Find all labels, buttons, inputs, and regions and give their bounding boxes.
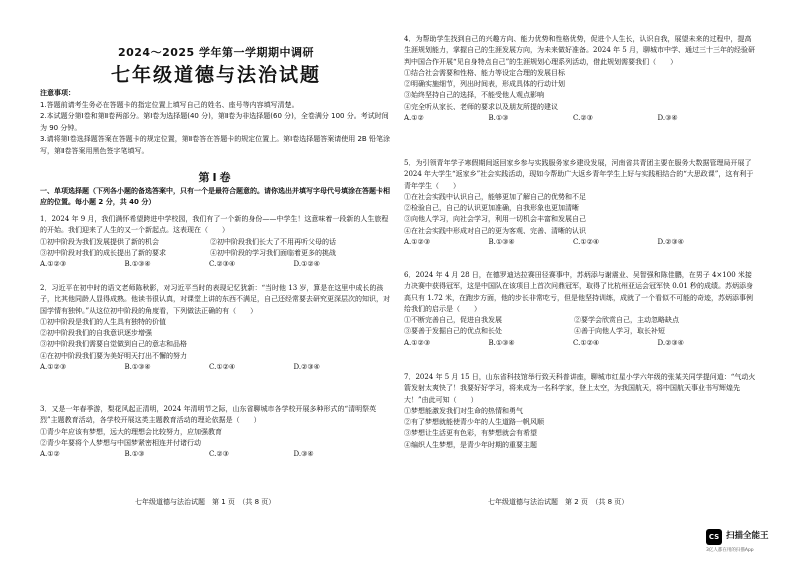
option-c[interactable]: C.①②④ bbox=[573, 338, 600, 347]
option-b[interactable]: B.①③ bbox=[488, 114, 509, 123]
watermark-name: 扫描全能王 bbox=[726, 531, 769, 541]
question-item: ③向他人学习，向社会学习，利用一切机会丰富和发展自己 bbox=[404, 215, 586, 224]
answer-options bbox=[404, 113, 756, 124]
note-item: 3.请将第Ⅰ卷选择题答案在答题卡的规定位置，第Ⅱ卷答在答题卡的规定位置上。第Ⅰ卷选择题答案请使用 2B 铅笔涂写，第Ⅱ卷答案用黑色签字笔填写。 bbox=[40, 135, 390, 155]
answer-options bbox=[40, 259, 392, 270]
answer-options bbox=[404, 237, 756, 248]
question-7 bbox=[404, 372, 756, 451]
question-item: ③始终坚持自己的选择，不能受他人观点影响 bbox=[404, 91, 544, 100]
question-item: ①初中阶段为我们发展提供了新的机会 bbox=[40, 237, 159, 246]
note-item: 1.答题前请考生务必在答题卡的指定位置上填写自己的姓名、座号等内容填写清楚。 bbox=[40, 100, 299, 109]
option-b[interactable]: B.①③④ bbox=[124, 363, 151, 372]
question-3 bbox=[40, 404, 392, 460]
option-a[interactable]: A.①②③ bbox=[404, 338, 431, 347]
question-item: ④善于向他人学习，取长补短 bbox=[574, 327, 665, 336]
answer-options bbox=[40, 362, 392, 373]
option-b[interactable]: B.①③ bbox=[124, 450, 145, 459]
option-c[interactable]: C.②③ bbox=[209, 450, 229, 459]
question-stem: 3．又是一年春季游，梨花风起正清明，2024 年清明节之际，山东省聊城市各学校开展多种形式的“清明祭英烈”主题教育活动，各学校开展这类主题教育活动的理论依据是（ ） bbox=[40, 405, 377, 425]
question-item: ②检验自己，自己的认识更加准确，自我形象也更加清晰 bbox=[404, 204, 579, 213]
option-c[interactable]: C.②③ bbox=[573, 114, 593, 123]
scanner-watermark bbox=[706, 527, 786, 555]
question-stem: 7．2024 年 5 月 15 日，山东省科技馆举行致天科普讲座，聊城市红星小学六年级的张某关同学提问道：“气动火箭发射太爽快了！我要好好学习，将来成为一名科学家，登上太空，为我国航天，将中国航天事业书写辉煌先大！”由此可知（ ） bbox=[404, 373, 756, 404]
page-footer-right: 七年级道德与法治试题 第 2 页 （共 8 页） bbox=[488, 498, 629, 506]
option-a[interactable]: A.①②③ bbox=[40, 363, 67, 372]
option-b[interactable]: B.①③④ bbox=[488, 338, 515, 347]
notes-block bbox=[40, 88, 392, 158]
camscanner-logo-icon: CS bbox=[706, 529, 722, 545]
option-c[interactable]: C.①②④ bbox=[573, 238, 600, 247]
question-item: ②初中阶段我们的自我意识逐步增强 bbox=[40, 329, 152, 338]
question-stem: 2．习近平在初中时的语文老师陈秋影，对习近平当时的表现记忆犹新：“当时他 13 岁，算是在这里中成长的孩子，比其他同龄人显得成熟。他读书很认真，对课堂上讲的东西不满足，自己还经常要去研究更深层次的知识，对国学情有独钟。”从这位初中阶段的角度看，下列做法正确的有（ ） bbox=[40, 284, 390, 315]
question-item: ①不断完善自己，促进自我发展 bbox=[404, 316, 502, 325]
question-item: ③初中阶段我们需要自觉做到自己的意志和品格 bbox=[40, 340, 187, 349]
answer-options bbox=[40, 449, 392, 460]
option-d[interactable]: D.③④ bbox=[657, 114, 678, 123]
question-item: ②初中阶段我们长大了不用再听父母的话 bbox=[210, 237, 336, 246]
option-b[interactable]: B.①③④ bbox=[488, 238, 515, 247]
watermark-sub: 3亿人都在用的扫描App bbox=[706, 548, 754, 553]
question-2 bbox=[40, 283, 392, 373]
section-heading: 一、单项选择题（下列各小题的备选答案中，只有一个是最符合题意的。请你选出并填写字母代号填涂在答题卡相应的位置。每小题 2 分，共 40 分） bbox=[40, 187, 390, 207]
question-item: ②青少年要将个人梦想与中国梦紧密相连并付诸行动 bbox=[40, 438, 201, 447]
option-d[interactable]: D.①②④ bbox=[293, 260, 320, 269]
option-b[interactable]: B.①③④ bbox=[124, 260, 151, 269]
subject-title: 七年级道德与法治试题 bbox=[110, 64, 321, 86]
question-stem: 6．2024 年 4 月 28 日，在德罗迪达拉赛田径赛事中，苏炳添与谢震业、吴智强和陈佳鹏，在男子 4×100 米接力决赛中获得冠军，这是中国队在该项目上首次问鼎冠军，取得了比杭州亚运会冠军快 0.01 秒的成绩。苏炳添身高只有 1.72 米，在跑步方面，他的步长非常吃亏，但是他坚持训练，成就了一个看似不可能的奇迹，苏炳添事例给我们的启示是（ ） bbox=[404, 271, 754, 313]
exam-title: 2024～2025 学年第一学期期中调研 bbox=[117, 46, 315, 59]
question-stem: 1．2024 年 9 月，我们满怀希望跨进中学校园，我们有了一个新的身份——中学生！这意味着一段新的人生旅程的开始。我们迎来了人生的又一个新起点。这表现在（ ） bbox=[40, 215, 389, 235]
question-stem: 5．为引领青年学子寒假期间返回家乡参与实践服务家乡建设发展，河南省共青团主要在服务大数据管理局开展了 2024 年大学生“返家乡”社会实践活动，现如今帮助广大返乡青年学生上好与实践相结合的“大思政课”，这有利于青年学生（ ） bbox=[404, 159, 754, 190]
option-a[interactable]: A.①②③ bbox=[40, 260, 67, 269]
question-item: ④初中阶段的学习我们面临着更多的挑战 bbox=[210, 248, 336, 257]
question-item: ②明确实施细节，列出时间表，形成具体的行动计划 bbox=[404, 80, 565, 89]
option-c[interactable]: C.②③④ bbox=[209, 260, 236, 269]
page-footer-left: 七年级道德与法治试题 第 1 页 （共 8 页） bbox=[135, 498, 276, 506]
question-6 bbox=[404, 270, 756, 349]
notes-heading: 注意事项： bbox=[40, 89, 75, 97]
question-item: ④编织人生梦想，是青少年时期的重要主题 bbox=[404, 440, 537, 449]
part-one-title: 第Ⅰ卷 bbox=[198, 171, 234, 184]
option-a[interactable]: A.①② bbox=[404, 114, 424, 123]
option-d[interactable]: D.②③④ bbox=[657, 238, 684, 247]
question-item: ①初中阶段是我们的人生具有独特的价值 bbox=[40, 317, 166, 326]
question-4 bbox=[404, 34, 756, 124]
question-item: ②有了梦想就能使青少年的人生道路一帆风顺 bbox=[404, 418, 544, 427]
option-a[interactable]: A.①② bbox=[40, 450, 60, 459]
option-a[interactable]: A.①②③ bbox=[404, 238, 431, 247]
option-d[interactable]: D.②③④ bbox=[657, 338, 684, 347]
option-c[interactable]: C.①②④ bbox=[209, 363, 236, 372]
question-item: ①在社会实践中认识自己，能够更加了解自己的优势和不足 bbox=[404, 192, 586, 201]
question-item: ③要善于发掘自己的优点和长处 bbox=[404, 327, 502, 336]
question-item: ④完全听从家长、老师的要求以及朋友所提的建议 bbox=[404, 102, 558, 111]
question-item: ②要学会欣赏自己，主动忽略缺点 bbox=[574, 316, 679, 325]
question-item: ①梦想能激发我们对生命的热情和勇气 bbox=[404, 406, 523, 415]
note-item: 2.本试题分第Ⅰ卷和第Ⅱ卷两部分。第Ⅰ卷为选择题(40 分)，第Ⅱ卷为非选择题(60 分)，全卷满分 100 分。考试时间为 90 分钟。 bbox=[40, 112, 389, 132]
question-item: ①青少年应该有梦想，远大的理想会比较努力，应加强教育 bbox=[40, 427, 222, 436]
question-item: ④在社会实践中形成对自己的更为客观、完善、清晰的认识 bbox=[404, 226, 586, 235]
question-item: ③梦想让生活更有色彩，有梦想就会有希望 bbox=[404, 429, 537, 438]
question-stem: 4．为帮助学生找到自己的兴趣方向、能力优势和性格优势，促进个人生长，认识自我，展望未来的过程中，提高生涯规划能力，掌握自己的生涯发展方向，为未来做好准备。2024 年 5 月，聊城市中学、通过三十三年的经验研判中国合作开展“见自身特点自己”的生涯规划心理系列活动，借此规划需要我们（ ） bbox=[404, 35, 755, 66]
option-d[interactable]: D.③④ bbox=[293, 450, 314, 459]
question-item: ①结合社会需要和性格、能力等设定合理的发展目标 bbox=[404, 68, 565, 77]
question-item: ④在初中阶段我们要为美好明天打出不懈的努力 bbox=[40, 351, 187, 360]
option-d[interactable]: D.②③④ bbox=[293, 363, 320, 372]
answer-options bbox=[404, 338, 756, 349]
question-item: ③初中阶段对我们的成长提出了新的要求 bbox=[40, 248, 166, 257]
question-1 bbox=[40, 214, 392, 270]
question-5 bbox=[404, 158, 756, 248]
